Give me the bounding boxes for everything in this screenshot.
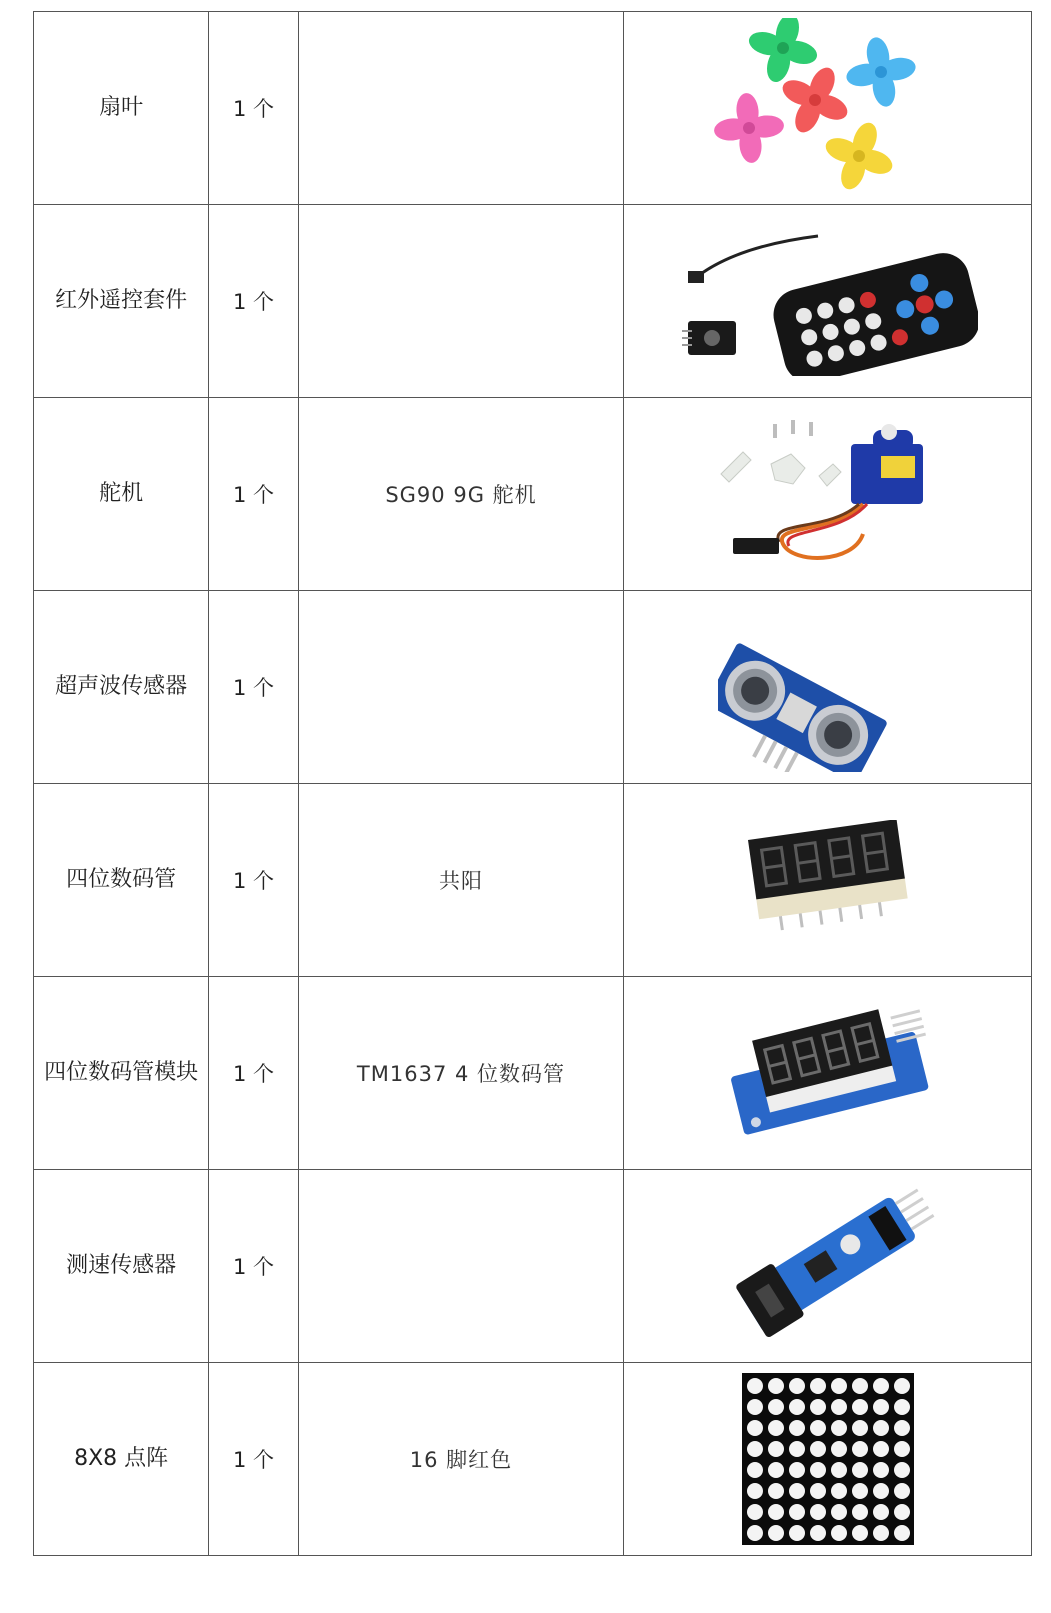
led-dot — [894, 1441, 910, 1457]
note-cell — [298, 205, 623, 398]
led-dot — [831, 1504, 847, 1520]
led-dot — [747, 1420, 763, 1436]
image-cell — [624, 1170, 1032, 1363]
part-name: 四位数码管 — [66, 867, 177, 892]
led-dot — [852, 1399, 868, 1415]
led-dot — [810, 1504, 826, 1520]
led-matrix-image — [742, 1373, 914, 1545]
quantity-cell — [209, 977, 299, 1170]
part-name-cell — [34, 977, 209, 1170]
part-name-cell — [34, 12, 209, 205]
led-dot — [768, 1462, 784, 1478]
image-cell — [624, 977, 1032, 1170]
part-name-cell — [34, 591, 209, 784]
led-dot — [789, 1504, 805, 1520]
servo-image — [713, 414, 943, 574]
table-row — [34, 591, 1032, 784]
quantity-cell — [209, 1363, 299, 1556]
led-dot — [852, 1525, 868, 1541]
led-dot — [789, 1378, 805, 1394]
led-dot — [747, 1504, 763, 1520]
led-dot — [831, 1399, 847, 1415]
led-dot — [768, 1525, 784, 1541]
quantity: 1 个 — [233, 676, 275, 700]
quantity: 1 个 — [233, 483, 275, 507]
led-dot — [810, 1441, 826, 1457]
quantity: 1 个 — [233, 1062, 275, 1086]
part-name: 8X8 点阵 — [74, 1446, 169, 1471]
table-row — [34, 784, 1032, 977]
ultrasonic-sensor-image — [718, 602, 938, 772]
image-cell — [624, 205, 1032, 398]
led-dot — [873, 1483, 889, 1499]
led-dot — [747, 1441, 763, 1457]
four-digit-module-image — [713, 998, 943, 1148]
note-cell — [298, 398, 623, 591]
table-row — [34, 205, 1032, 398]
led-dot — [852, 1378, 868, 1394]
part-name: 舵机 — [99, 481, 144, 506]
led-dot — [810, 1420, 826, 1436]
led-dot — [873, 1420, 889, 1436]
led-dot — [747, 1483, 763, 1499]
led-dot — [831, 1462, 847, 1478]
note-cell — [298, 1363, 623, 1556]
quantity: 1 个 — [233, 97, 275, 121]
note-cell — [298, 591, 623, 784]
quantity-cell — [209, 398, 299, 591]
part-name: 超声波传感器 — [55, 674, 188, 699]
led-dot — [747, 1399, 763, 1415]
led-dot — [894, 1399, 910, 1415]
table-row — [34, 398, 1032, 591]
led-dot — [894, 1378, 910, 1394]
quantity: 1 个 — [233, 869, 275, 893]
image-cell — [624, 12, 1032, 205]
led-dot — [789, 1483, 805, 1499]
table-row — [34, 1170, 1032, 1363]
led-dot — [873, 1504, 889, 1520]
table-row — [34, 1363, 1032, 1556]
quantity: 1 个 — [233, 1448, 275, 1472]
led-dot — [810, 1483, 826, 1499]
led-dot — [873, 1525, 889, 1541]
part-name-cell — [34, 398, 209, 591]
four-digit-display-image — [738, 820, 918, 940]
led-dot — [768, 1441, 784, 1457]
led-dot — [768, 1420, 784, 1436]
part-name-cell — [34, 1170, 209, 1363]
fan-blades-image — [713, 18, 943, 198]
note-cell — [298, 977, 623, 1170]
quantity-cell — [209, 1170, 299, 1363]
led-dot — [852, 1420, 868, 1436]
part-name: 红外遥控套件 — [55, 288, 188, 313]
image-cell — [624, 398, 1032, 591]
table-row — [34, 12, 1032, 205]
quantity-cell — [209, 591, 299, 784]
led-dot — [894, 1504, 910, 1520]
led-dot — [831, 1378, 847, 1394]
led-dot — [852, 1441, 868, 1457]
quantity-cell — [209, 12, 299, 205]
led-dot — [831, 1525, 847, 1541]
quantity: 1 个 — [233, 290, 275, 314]
led-dot — [831, 1420, 847, 1436]
led-dot — [789, 1420, 805, 1436]
note-cell — [298, 784, 623, 977]
image-cell — [624, 784, 1032, 977]
led-dot — [873, 1378, 889, 1394]
led-dot — [810, 1378, 826, 1394]
led-dot — [768, 1483, 784, 1499]
led-dot — [747, 1525, 763, 1541]
table-row — [34, 977, 1032, 1170]
note: 共阳 — [438, 869, 483, 893]
led-dot — [831, 1483, 847, 1499]
part-name: 扇叶 — [99, 95, 144, 120]
led-dot — [873, 1441, 889, 1457]
note-cell — [298, 12, 623, 205]
led-dot — [831, 1441, 847, 1457]
led-dot — [789, 1525, 805, 1541]
led-dot — [894, 1483, 910, 1499]
note-cell — [298, 1170, 623, 1363]
ir-remote-kit-image — [678, 226, 978, 376]
led-dot — [894, 1420, 910, 1436]
led-dot — [747, 1378, 763, 1394]
image-cell — [624, 1363, 1032, 1556]
image-cell — [624, 591, 1032, 784]
part-name-cell — [34, 205, 209, 398]
led-dot — [789, 1399, 805, 1415]
led-dot — [852, 1504, 868, 1520]
parts-table — [33, 11, 1032, 1556]
led-dot — [768, 1399, 784, 1415]
part-name-cell — [34, 784, 209, 977]
part-name: 四位数码管模块 — [44, 1060, 199, 1085]
led-dot — [894, 1525, 910, 1541]
led-dot — [768, 1504, 784, 1520]
quantity-cell — [209, 205, 299, 398]
led-dot — [768, 1378, 784, 1394]
led-dot — [852, 1483, 868, 1499]
led-dot — [747, 1462, 763, 1478]
led-dot — [873, 1462, 889, 1478]
part-name: 测速传感器 — [66, 1253, 177, 1278]
note: SG90 9G 舵机 — [385, 483, 537, 507]
led-dot — [894, 1462, 910, 1478]
led-dot — [810, 1525, 826, 1541]
quantity-cell — [209, 784, 299, 977]
speed-sensor-image — [718, 1181, 938, 1351]
led-dot — [852, 1462, 868, 1478]
led-dot — [789, 1462, 805, 1478]
led-dot — [789, 1441, 805, 1457]
led-dot — [810, 1462, 826, 1478]
led-dot — [810, 1399, 826, 1415]
quantity: 1 个 — [233, 1255, 275, 1279]
part-name-cell — [34, 1363, 209, 1556]
note: TM1637 4 位数码管 — [356, 1062, 566, 1086]
note: 16 脚红色 — [409, 1448, 513, 1472]
led-dot — [873, 1399, 889, 1415]
